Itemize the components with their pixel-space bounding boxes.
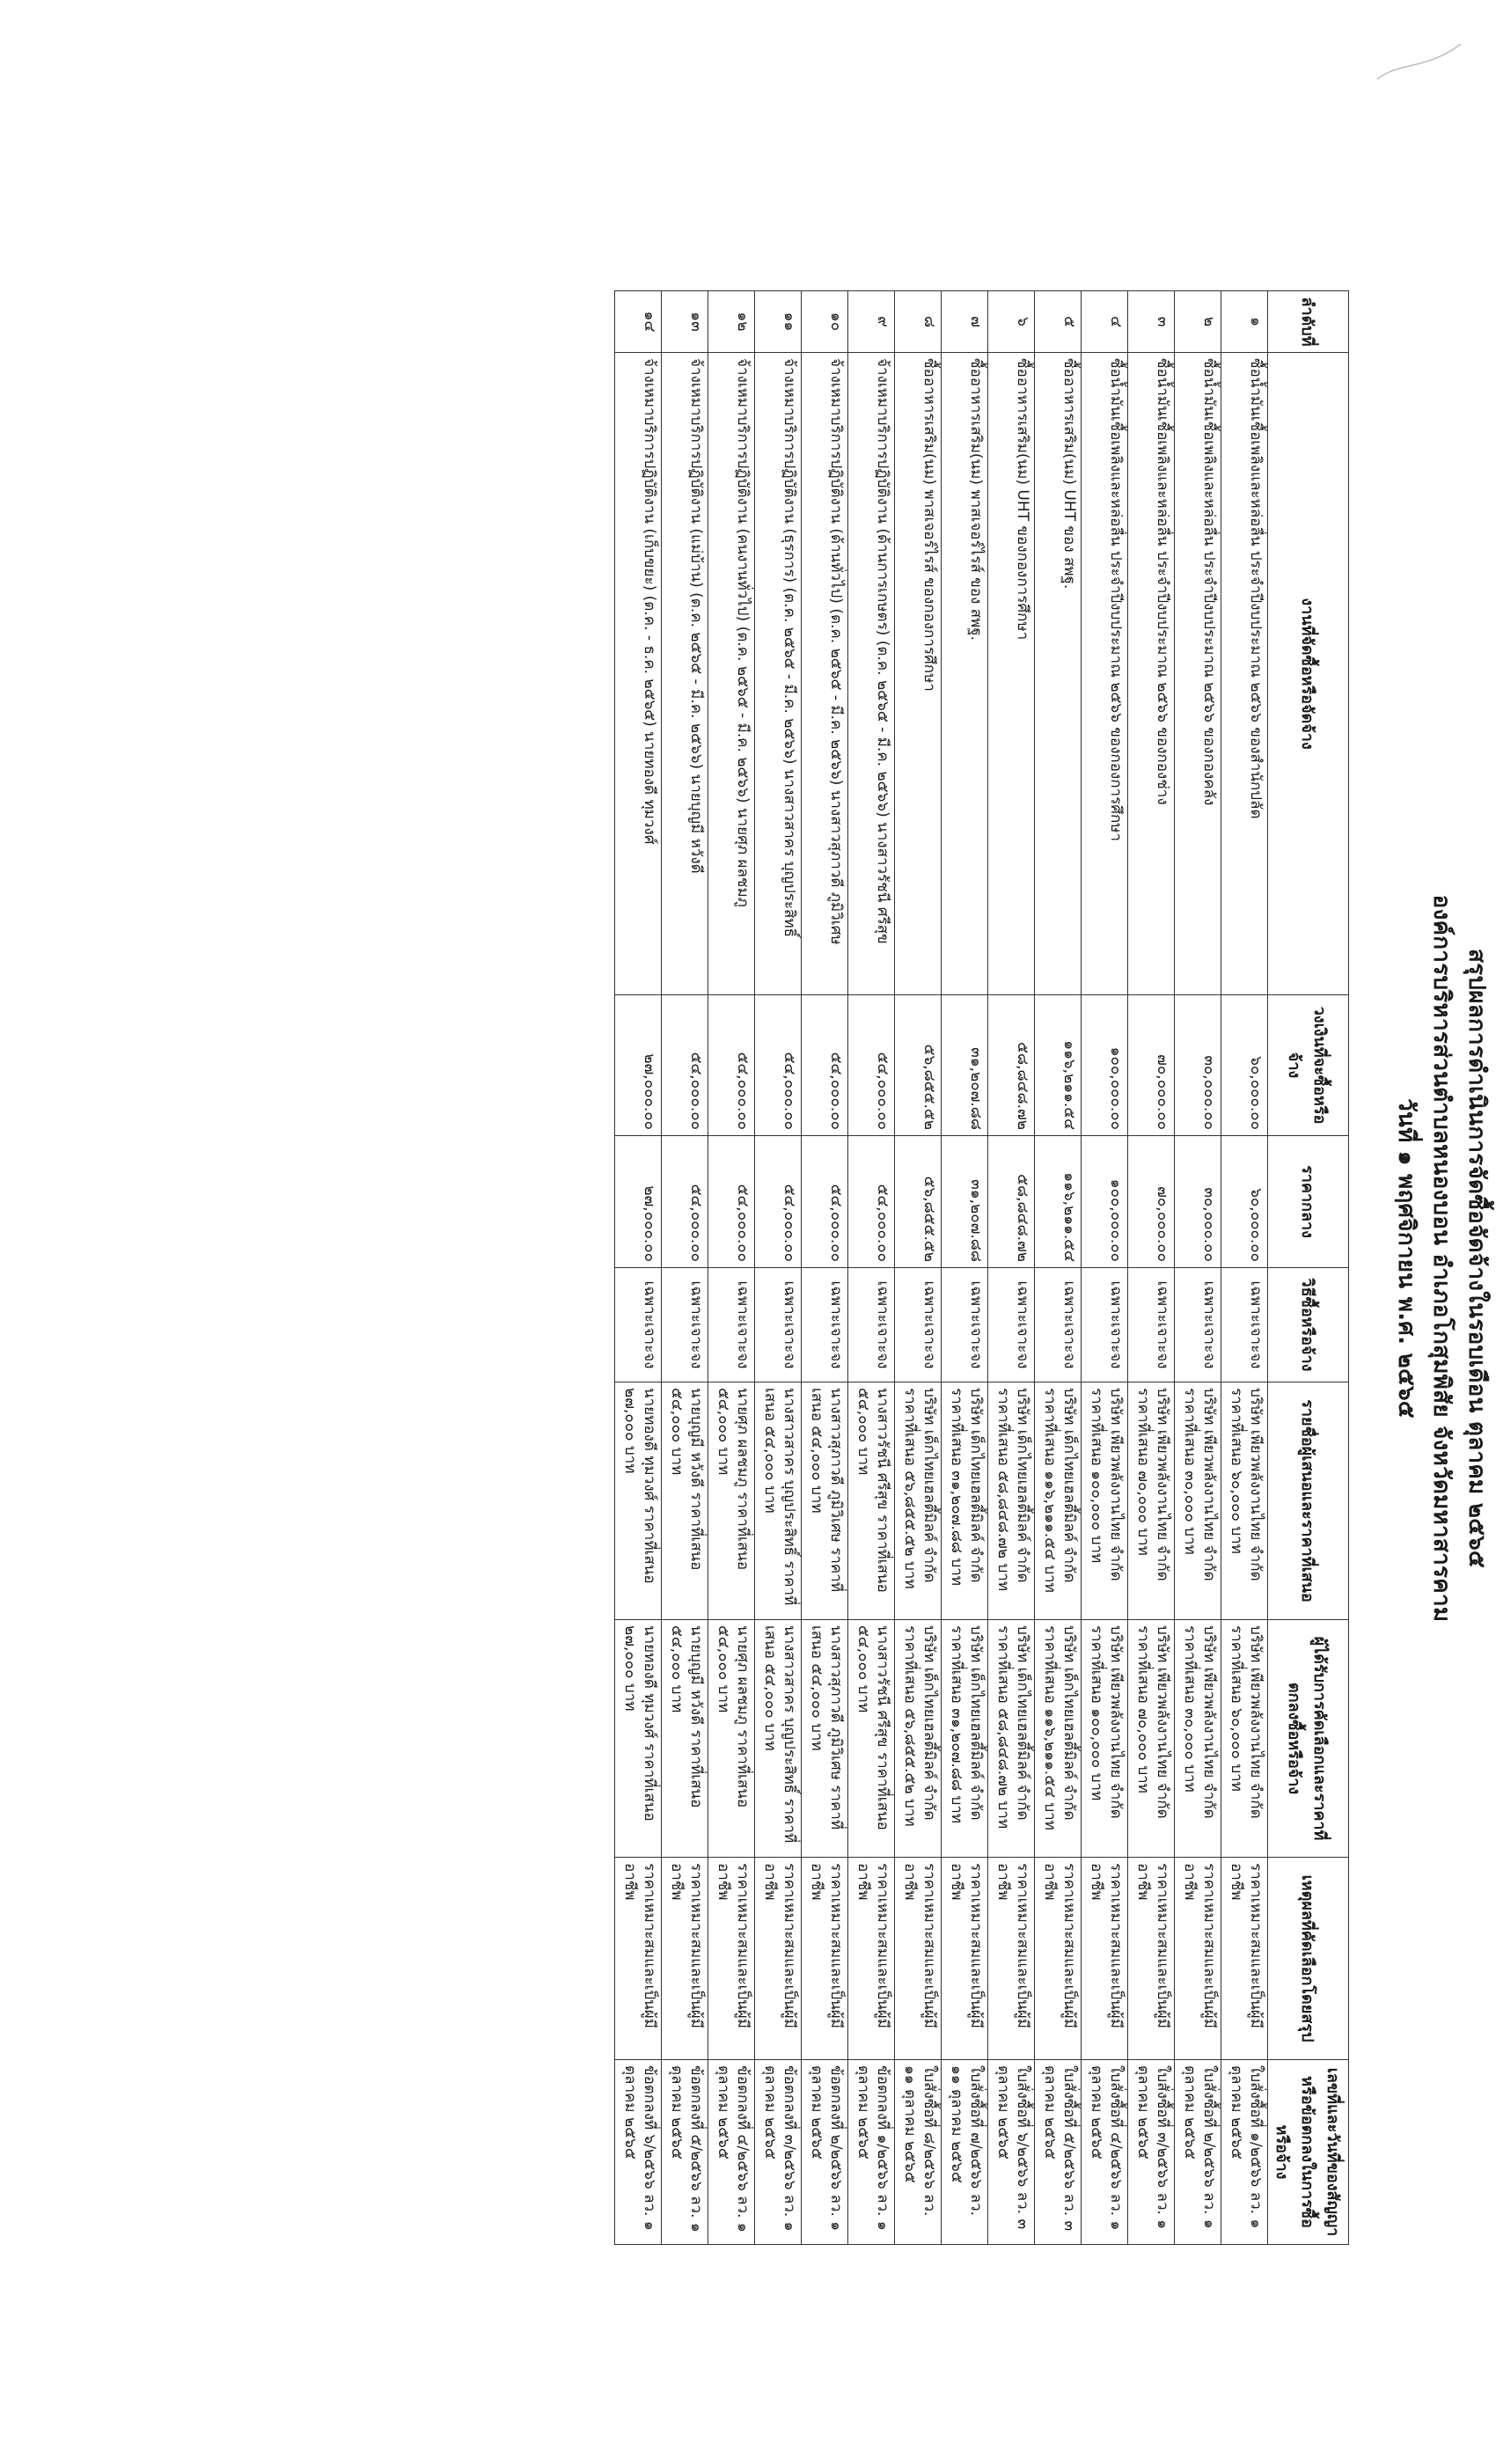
table-row	[1128, 291, 1175, 2245]
contract-reference: ใบสั่งซื้อที่ ๑/๒๕๖๖ ลว. ๑ ตุลาคม ๒๕๖๕	[1221, 2060, 1268, 2245]
selection-reason: ราคาเหมาะสมและเป็นผู้มีอาชีพ	[1175, 1858, 1221, 2060]
procurement-method: เฉพาะเจาะจง	[1221, 1268, 1268, 1382]
item-description: จ้างเหมาบริการปฏิบัติงาน (เก็บขยะ) (ต.ค. - ธ.ค. ๒๕๖๕) นายทองดี ทุมวงศ์	[615, 353, 662, 995]
procurement-method: เฉพาะเจาะจง	[708, 1268, 755, 1382]
budget-amount: ๕๔,๐๐๐.๐๐	[662, 995, 708, 1136]
table-row	[848, 291, 895, 2245]
row-number: ๙	[848, 291, 895, 353]
selection-reason: ราคาเหมาะสมและเป็นผู้มีอาชีพ	[1221, 1858, 1268, 2060]
selected-vendor: บริษัท เพียวพลังงานไทย จำกัด ราคาที่เสนอ ๖๐,๐๐๐ บาท	[1221, 1620, 1268, 1858]
reference-price: ๒๗,๐๐๐.๐๐	[615, 1136, 662, 1268]
row-number: ๑๐	[802, 291, 848, 353]
table-row	[1175, 291, 1221, 2245]
selection-reason: ราคาเหมาะสมและเป็นผู้มีอาชีพ	[802, 1858, 848, 2060]
budget-amount: ๕๔,๐๐๐.๐๐	[755, 995, 802, 1136]
selection-reason: ราคาเหมาะสมและเป็นผู้มีอาชีพ	[895, 1858, 942, 2060]
reference-price: ๗๐,๐๐๐.๐๐	[1128, 1136, 1175, 1268]
row-number: ๑๑	[755, 291, 802, 353]
selection-reason: ราคาเหมาะสมและเป็นผู้มีอาชีพ	[708, 1858, 755, 2060]
selected-vendor: บริษัท เพียวพลังงานไทย จำกัด ราคาที่เสนอ ๑๐๐,๐๐๐ บาท	[1082, 1620, 1128, 1858]
table-row	[1082, 291, 1128, 2245]
header-date: วันที่ ๑ พฤศจิกายน พ.ศ. ๒๕๖๕	[1393, 1098, 1419, 1419]
reference-price: ๓๐,๐๐๐.๐๐	[1175, 1136, 1221, 1268]
contract-reference: ข้อตกลงที่ ๔/๒๕๖๖ ลว. ๑ ตุลาคม ๒๕๖๕	[708, 2060, 755, 2245]
contract-reference: ข้อตกลงที่ ๕/๒๕๖๖ ลว. ๑ ตุลาคม ๒๕๖๕	[662, 2060, 708, 2245]
bidder-and-price: บริษัท เพียวพลังงานไทย จำกัด ราคาที่เสนอ ๗๐,๐๐๐ บาท	[1128, 1382, 1175, 1620]
column-header: งานที่จัดซื้อหรือจัดจ้าง	[1268, 353, 1349, 995]
item-description: ซื้ออาหารเสริม(นม) พาสเจอร์ไรส์ ของกองการศึกษา	[895, 353, 942, 995]
item-description: จ้างเหมาบริการปฏิบัติงาน (ด้านทั่วไป) (ต.ค. ๒๕๖๕ - มี.ค. ๒๕๖๖) นางสาวสุภาวดี ภูมิวิเศษ	[802, 353, 848, 995]
selection-reason: ราคาเหมาะสมและเป็นผู้มีอาชีพ	[988, 1858, 1035, 2060]
selection-reason: ราคาเหมาะสมและเป็นผู้มีอาชีพ	[1128, 1858, 1175, 2060]
bidder-and-price: นายบุญมี หวังดี ราคาที่เสนอ ๕๔,๐๐๐ บาท	[662, 1382, 708, 1620]
row-number: ๗	[942, 291, 988, 353]
table-row	[988, 291, 1035, 2245]
procurement-method: เฉพาะเจาะจง	[942, 1268, 988, 1382]
budget-amount: ๒๗,๐๐๐.๐๐	[615, 995, 662, 1136]
selection-reason: ราคาเหมาะสมและเป็นผู้มีอาชีพ	[1035, 1858, 1082, 2060]
header-title: สรุปผลการดำเนินการจัดซื้อจัดจ้างในรอบเดือน ตุลาคม ๒๕๖๕	[1463, 948, 1490, 1569]
item-description: ซื้อน้ำมันเชื้อเพลิงและหล่อลื่น ประจำปีงบประมาณ ๒๕๖๖ ของกองคลัง	[1175, 353, 1221, 995]
budget-amount: ๕๔,๐๐๐.๐๐	[802, 995, 848, 1136]
contract-reference: ใบสั่งซื้อที่ ๘/๒๕๖๖ ลว. ๑๑ ตุลาคม ๒๕๖๕	[895, 2060, 942, 2245]
contract-reference: ใบสั่งซื้อที่ ๓/๒๕๖๖ ลว. ๑ ตุลาคม ๒๕๖๕	[1128, 2060, 1175, 2245]
budget-amount: ๖๐,๐๐๐.๐๐	[1221, 995, 1268, 1136]
bidder-and-price: บริษัท เด็กไทยเฮลตี้มิลค์ จำกัด ราคาที่เสนอ ๕๘,๘๔๘.๗๒ บาท	[988, 1382, 1035, 1620]
row-number: ๑๓	[662, 291, 708, 353]
table-row	[662, 291, 708, 2245]
column-header: ลำดับที่	[1268, 291, 1349, 353]
rotated-document	[535, 264, 1494, 2253]
selection-reason: ราคาเหมาะสมและเป็นผู้มีอาชีพ	[662, 1858, 708, 2060]
bidder-and-price: บริษัท เพียวพลังงานไทย จำกัด ราคาที่เสนอ ๑๐๐,๐๐๐ บาท	[1082, 1382, 1128, 1620]
document-header	[1353, 264, 1494, 2253]
bidder-and-price: บริษัท เด็กไทยเฮลตี้มิลค์ จำกัด ราคาที่เสนอ ๕๖,๘๕๕.๕๒ บาท	[895, 1382, 942, 1620]
procurement-method: เฉพาะเจาะจง	[848, 1268, 895, 1382]
selected-vendor: นางสาวรัชนี ศรีสุข ราคาที่เสนอ ๕๔,๐๐๐ บาท	[848, 1620, 895, 1858]
column-header: ผู้ได้รับการคัดเลือกและราคาที่ตกลงซื้อหรือจ้าง	[1268, 1620, 1349, 1858]
procurement-table	[614, 290, 1349, 2245]
item-description: ซื้ออาหารเสริม(นม) UHT ของกองการศึกษา	[988, 353, 1035, 995]
bidder-and-price: บริษัท เพียวพลังงานไทย จำกัด ราคาที่เสนอ ๖๐,๐๐๐ บาท	[1221, 1382, 1268, 1620]
contract-reference: ใบสั่งซื้อที่ ๒/๒๕๖๖ ลว. ๑ ตุลาคม ๒๕๖๕	[1175, 2060, 1221, 2245]
row-number: ๑๒	[708, 291, 755, 353]
item-description: ซื้อน้ำมันเชื้อเพลิงและหล่อลื่น ประจำปีงบประมาณ ๒๕๖๖ ของสำนักปลัด	[1221, 353, 1268, 995]
contract-reference: ข้อตกลงที่ ๓/๒๕๖๖ ลว. ๑ ตุลาคม ๒๕๖๕	[755, 2060, 802, 2245]
budget-amount: ๓๐,๐๐๐.๐๐	[1175, 995, 1221, 1136]
procurement-method: เฉพาะเจาะจง	[1175, 1268, 1221, 1382]
selected-vendor: นางสาวสุภาวดี ภูมิวิเศษ ราคาที่เสนอ ๕๔,๐๐๐ บาท	[802, 1620, 848, 1858]
selection-reason: ราคาเหมาะสมและเป็นผู้มีอาชีพ	[615, 1858, 662, 2060]
column-header: รายชื่อผู้เสนอและราคาที่เสนอ	[1268, 1382, 1349, 1620]
bidder-and-price: นางสาวสุภาวดี ภูมิวิเศษ ราคาที่เสนอ ๕๔,๐๐๐ บาท	[802, 1382, 848, 1620]
item-description: จ้างเหมาบริการปฏิบัติงาน (ด้านการเกษตร) (ต.ค. ๒๕๖๕ - มี.ค. ๒๕๖๖) นางสาวรัชนี ศรีสุข	[848, 353, 895, 995]
bidder-and-price: นางสาวสาคร บุญประสิทธิ์ ราคาที่เสนอ ๕๔,๐๐๐ บาท	[755, 1382, 802, 1620]
item-description: ซื้อน้ำมันเชื้อเพลิงและหล่อลื่น ประจำปีงบประมาณ ๒๕๖๖ ของกองการศึกษา	[1082, 353, 1128, 995]
bidder-and-price: นายทองดี ทุมวงศ์ ราคาที่เสนอ ๒๗,๐๐๐ บาท	[615, 1382, 662, 1620]
procurement-method: เฉพาะเจาะจง	[615, 1268, 662, 1382]
procurement-method: เฉพาะเจาะจง	[988, 1268, 1035, 1382]
table-header-row	[1268, 291, 1349, 2245]
selected-vendor: บริษัท เด็กไทยเฮลตี้มิลค์ จำกัด ราคาที่เสนอ ๕๖,๘๕๕.๕๒ บาท	[895, 1620, 942, 1858]
row-number: ๑๔	[615, 291, 662, 353]
bidder-and-price: บริษัท เด็กไทยเฮลตี้มิลค์ จำกัด ราคาที่เสนอ ๓๑,๒๐๗.๘๘ บาท	[942, 1382, 988, 1620]
reference-price: ๕๔,๐๐๐.๐๐	[848, 1136, 895, 1268]
reference-price: ๕๖,๘๕๕.๕๒	[895, 1136, 942, 1268]
selection-reason: ราคาเหมาะสมและเป็นผู้มีอาชีพ	[1082, 1858, 1128, 2060]
column-header: วงเงินที่จะซื้อหรือจ้าง	[1268, 995, 1349, 1136]
procurement-method: เฉพาะเจาะจง	[755, 1268, 802, 1382]
bidder-and-price: นางสาวรัชนี ศรีสุข ราคาที่เสนอ ๕๔,๐๐๐ บาท	[848, 1382, 895, 1620]
item-description: จ้างเหมาบริการปฏิบัติงาน (ธุรการ) (ต.ค. ๒๕๖๕ - มี.ค. ๒๕๖๖) นางสาวสาคร บุญประสิทธิ์	[755, 353, 802, 995]
contract-reference: ใบสั่งซื้อที่ ๕/๒๕๖๖ ลว. ๓ ตุลาคม ๒๕๖๕	[1035, 2060, 1082, 2245]
reference-price: ๓๑,๒๐๗.๘๘	[942, 1136, 988, 1268]
column-header: เลขที่และวันที่ของสัญญาหรือข้อตกลงในการซื้อหรือจ้าง	[1268, 2060, 1349, 2245]
table-row	[708, 291, 755, 2245]
item-description: ซื้อน้ำมันเชื้อเพลิงและหล่อลื่น ประจำปีงบประมาณ ๒๕๖๖ ของกองช่าง	[1128, 353, 1175, 995]
selected-vendor: นางสาวสาคร บุญประสิทธิ์ ราคาที่เสนอ ๕๔,๐๐๐ บาท	[755, 1620, 802, 1858]
column-header: ราคากลาง	[1268, 1136, 1349, 1268]
row-number: ๘	[895, 291, 942, 353]
reference-price: ๕๔,๐๐๐.๐๐	[662, 1136, 708, 1268]
bidder-and-price: บริษัท เด็กไทยเฮลตี้มิลค์ จำกัด ราคาที่เสนอ ๑๑๖,๒๑๑.๕๔ บาท	[1035, 1382, 1082, 1620]
procurement-method: เฉพาะเจาะจง	[895, 1268, 942, 1382]
table-row	[942, 291, 988, 2245]
contract-reference: ข้อตกลงที่ ๖/๒๕๖๖ ลว. ๑ ตุลาคม ๒๕๖๕	[615, 2060, 662, 2245]
budget-amount: ๕๖,๘๕๕.๕๒	[895, 995, 942, 1136]
contract-reference: ข้อตกลงที่ ๒/๒๕๖๖ ลว. ๑ ตุลาคม ๒๕๖๕	[802, 2060, 848, 2245]
reference-price: ๑๑๖,๒๑๑.๕๔	[1035, 1136, 1082, 1268]
table-row	[615, 291, 662, 2245]
scan-mark	[1373, 35, 1470, 88]
item-description: จ้างเหมาบริการปฏิบัติงาน (แม่บ้าน) (ต.ค. ๒๕๖๕ - มี.ค. ๒๕๖๖) นายบุญมี หวังดี	[662, 353, 708, 995]
selected-vendor: บริษัท เพียวพลังงานไทย จำกัด ราคาที่เสนอ ๗๐,๐๐๐ บาท	[1128, 1620, 1175, 1858]
selected-vendor: บริษัท เพียวพลังงานไทย จำกัด ราคาที่เสนอ ๓๐,๐๐๐ บาท	[1175, 1620, 1221, 1858]
row-number: ๔	[1082, 291, 1128, 353]
selection-reason: ราคาเหมาะสมและเป็นผู้มีอาชีพ	[942, 1858, 988, 2060]
procurement-method: เฉพาะเจาะจง	[1128, 1268, 1175, 1382]
reference-price: ๑๐๐,๐๐๐.๐๐	[1082, 1136, 1128, 1268]
budget-amount: ๑๑๖,๒๑๑.๕๔	[1035, 995, 1082, 1136]
procurement-method: เฉพาะเจาะจง	[802, 1268, 848, 1382]
table-row	[895, 291, 942, 2245]
budget-amount: ๗๐,๐๐๐.๐๐	[1128, 995, 1175, 1136]
contract-reference: ข้อตกลงที่ ๑/๒๕๖๖ ลว. ๑ ตุลาคม ๒๕๖๕	[848, 2060, 895, 2245]
item-description: จ้างเหมาบริการปฏิบัติงาน (คนงานทั่วไป) (ต.ค. ๒๕๖๕ - มี.ค. ๒๕๖๖) นายศุภ ผลชมภู	[708, 353, 755, 995]
budget-amount: ๕๔,๐๐๐.๐๐	[708, 995, 755, 1136]
procurement-method: เฉพาะเจาะจง	[662, 1268, 708, 1382]
selected-vendor: นายทองดี ทุมวงศ์ ราคาที่เสนอ ๒๗,๐๐๐ บาท	[615, 1620, 662, 1858]
selected-vendor: บริษัท เด็กไทยเฮลตี้มิลค์ จำกัด ราคาที่เสนอ ๓๑,๒๐๗.๘๘ บาท	[942, 1620, 988, 1858]
selected-vendor: บริษัท เด็กไทยเฮลตี้มิลค์ จำกัด ราคาที่เสนอ ๑๑๖,๒๑๑.๕๔ บาท	[1035, 1620, 1082, 1858]
item-description: ซื้ออาหารเสริม(นม) พาสเจอร์ไรส์ ของ สพฐ.	[942, 353, 988, 995]
table-row	[755, 291, 802, 2245]
reference-price: ๕๔,๐๐๐.๐๐	[708, 1136, 755, 1268]
reference-price: ๕๔,๐๐๐.๐๐	[755, 1136, 802, 1268]
selected-vendor: บริษัท เด็กไทยเฮลตี้มิลค์ จำกัด ราคาที่เสนอ ๕๘,๘๔๘.๗๒ บาท	[988, 1620, 1035, 1858]
reference-price: ๕๔,๐๐๐.๐๐	[802, 1136, 848, 1268]
contract-reference: ใบสั่งซื้อที่ ๖/๒๕๖๖ ลว. ๓ ตุลาคม ๒๕๖๕	[988, 2060, 1035, 2245]
selection-reason: ราคาเหมาะสมและเป็นผู้มีอาชีพ	[848, 1858, 895, 2060]
row-number: ๑	[1221, 291, 1268, 353]
table-row	[1035, 291, 1082, 2245]
procurement-method: เฉพาะเจาะจง	[1082, 1268, 1128, 1382]
bidder-and-price: นายศุภ ผลชมภู ราคาที่เสนอ ๕๔,๐๐๐ บาท	[708, 1382, 755, 1620]
reference-price: ๖๐,๐๐๐.๐๐	[1221, 1136, 1268, 1268]
bidder-and-price: บริษัท เพียวพลังงานไทย จำกัด ราคาที่เสนอ ๓๐,๐๐๐ บาท	[1175, 1382, 1221, 1620]
contract-reference: ใบสั่งซื้อที่ ๗/๒๕๖๖ ลว. ๑๑ ตุลาคม ๒๕๖๕	[942, 2060, 988, 2245]
selected-vendor: นายศุภ ผลชมภู ราคาที่เสนอ ๕๔,๐๐๐ บาท	[708, 1620, 755, 1858]
item-description: ซื้ออาหารเสริม(นม) UHT ของ สพฐ.	[1035, 353, 1082, 995]
reference-price: ๕๘,๘๔๘.๗๒	[988, 1136, 1035, 1268]
header-organization: องค์การบริหารส่วนตำบลหนองบอน อำเภอโกสุมพิสัย จังหวัดมหาสารคาม	[1428, 894, 1455, 1623]
table-row	[802, 291, 848, 2245]
budget-amount: ๕๔,๐๐๐.๐๐	[848, 995, 895, 1136]
budget-amount: ๕๘,๘๔๘.๗๒	[988, 995, 1035, 1136]
table-row	[1221, 291, 1268, 2245]
budget-amount: ๓๑,๒๐๗.๘๘	[942, 995, 988, 1136]
contract-reference: ใบสั่งซื้อที่ ๔/๒๕๖๖ ลว. ๑ ตุลาคม ๒๕๖๕	[1082, 2060, 1128, 2245]
column-header: เหตุผลที่คัดเลือกโดยสรุป	[1268, 1858, 1349, 2060]
selection-reason: ราคาเหมาะสมและเป็นผู้มีอาชีพ	[755, 1858, 802, 2060]
row-number: ๖	[988, 291, 1035, 353]
selected-vendor: นายบุญมี หวังดี ราคาที่เสนอ ๕๔,๐๐๐ บาท	[662, 1620, 708, 1858]
row-number: ๒	[1175, 291, 1221, 353]
row-number: ๕	[1035, 291, 1082, 353]
row-number: ๓	[1128, 291, 1175, 353]
procurement-method: เฉพาะเจาะจง	[1035, 1268, 1082, 1382]
column-header: วิธีซื้อหรือจ้าง	[1268, 1268, 1349, 1382]
budget-amount: ๑๐๐,๐๐๐.๐๐	[1082, 995, 1128, 1136]
